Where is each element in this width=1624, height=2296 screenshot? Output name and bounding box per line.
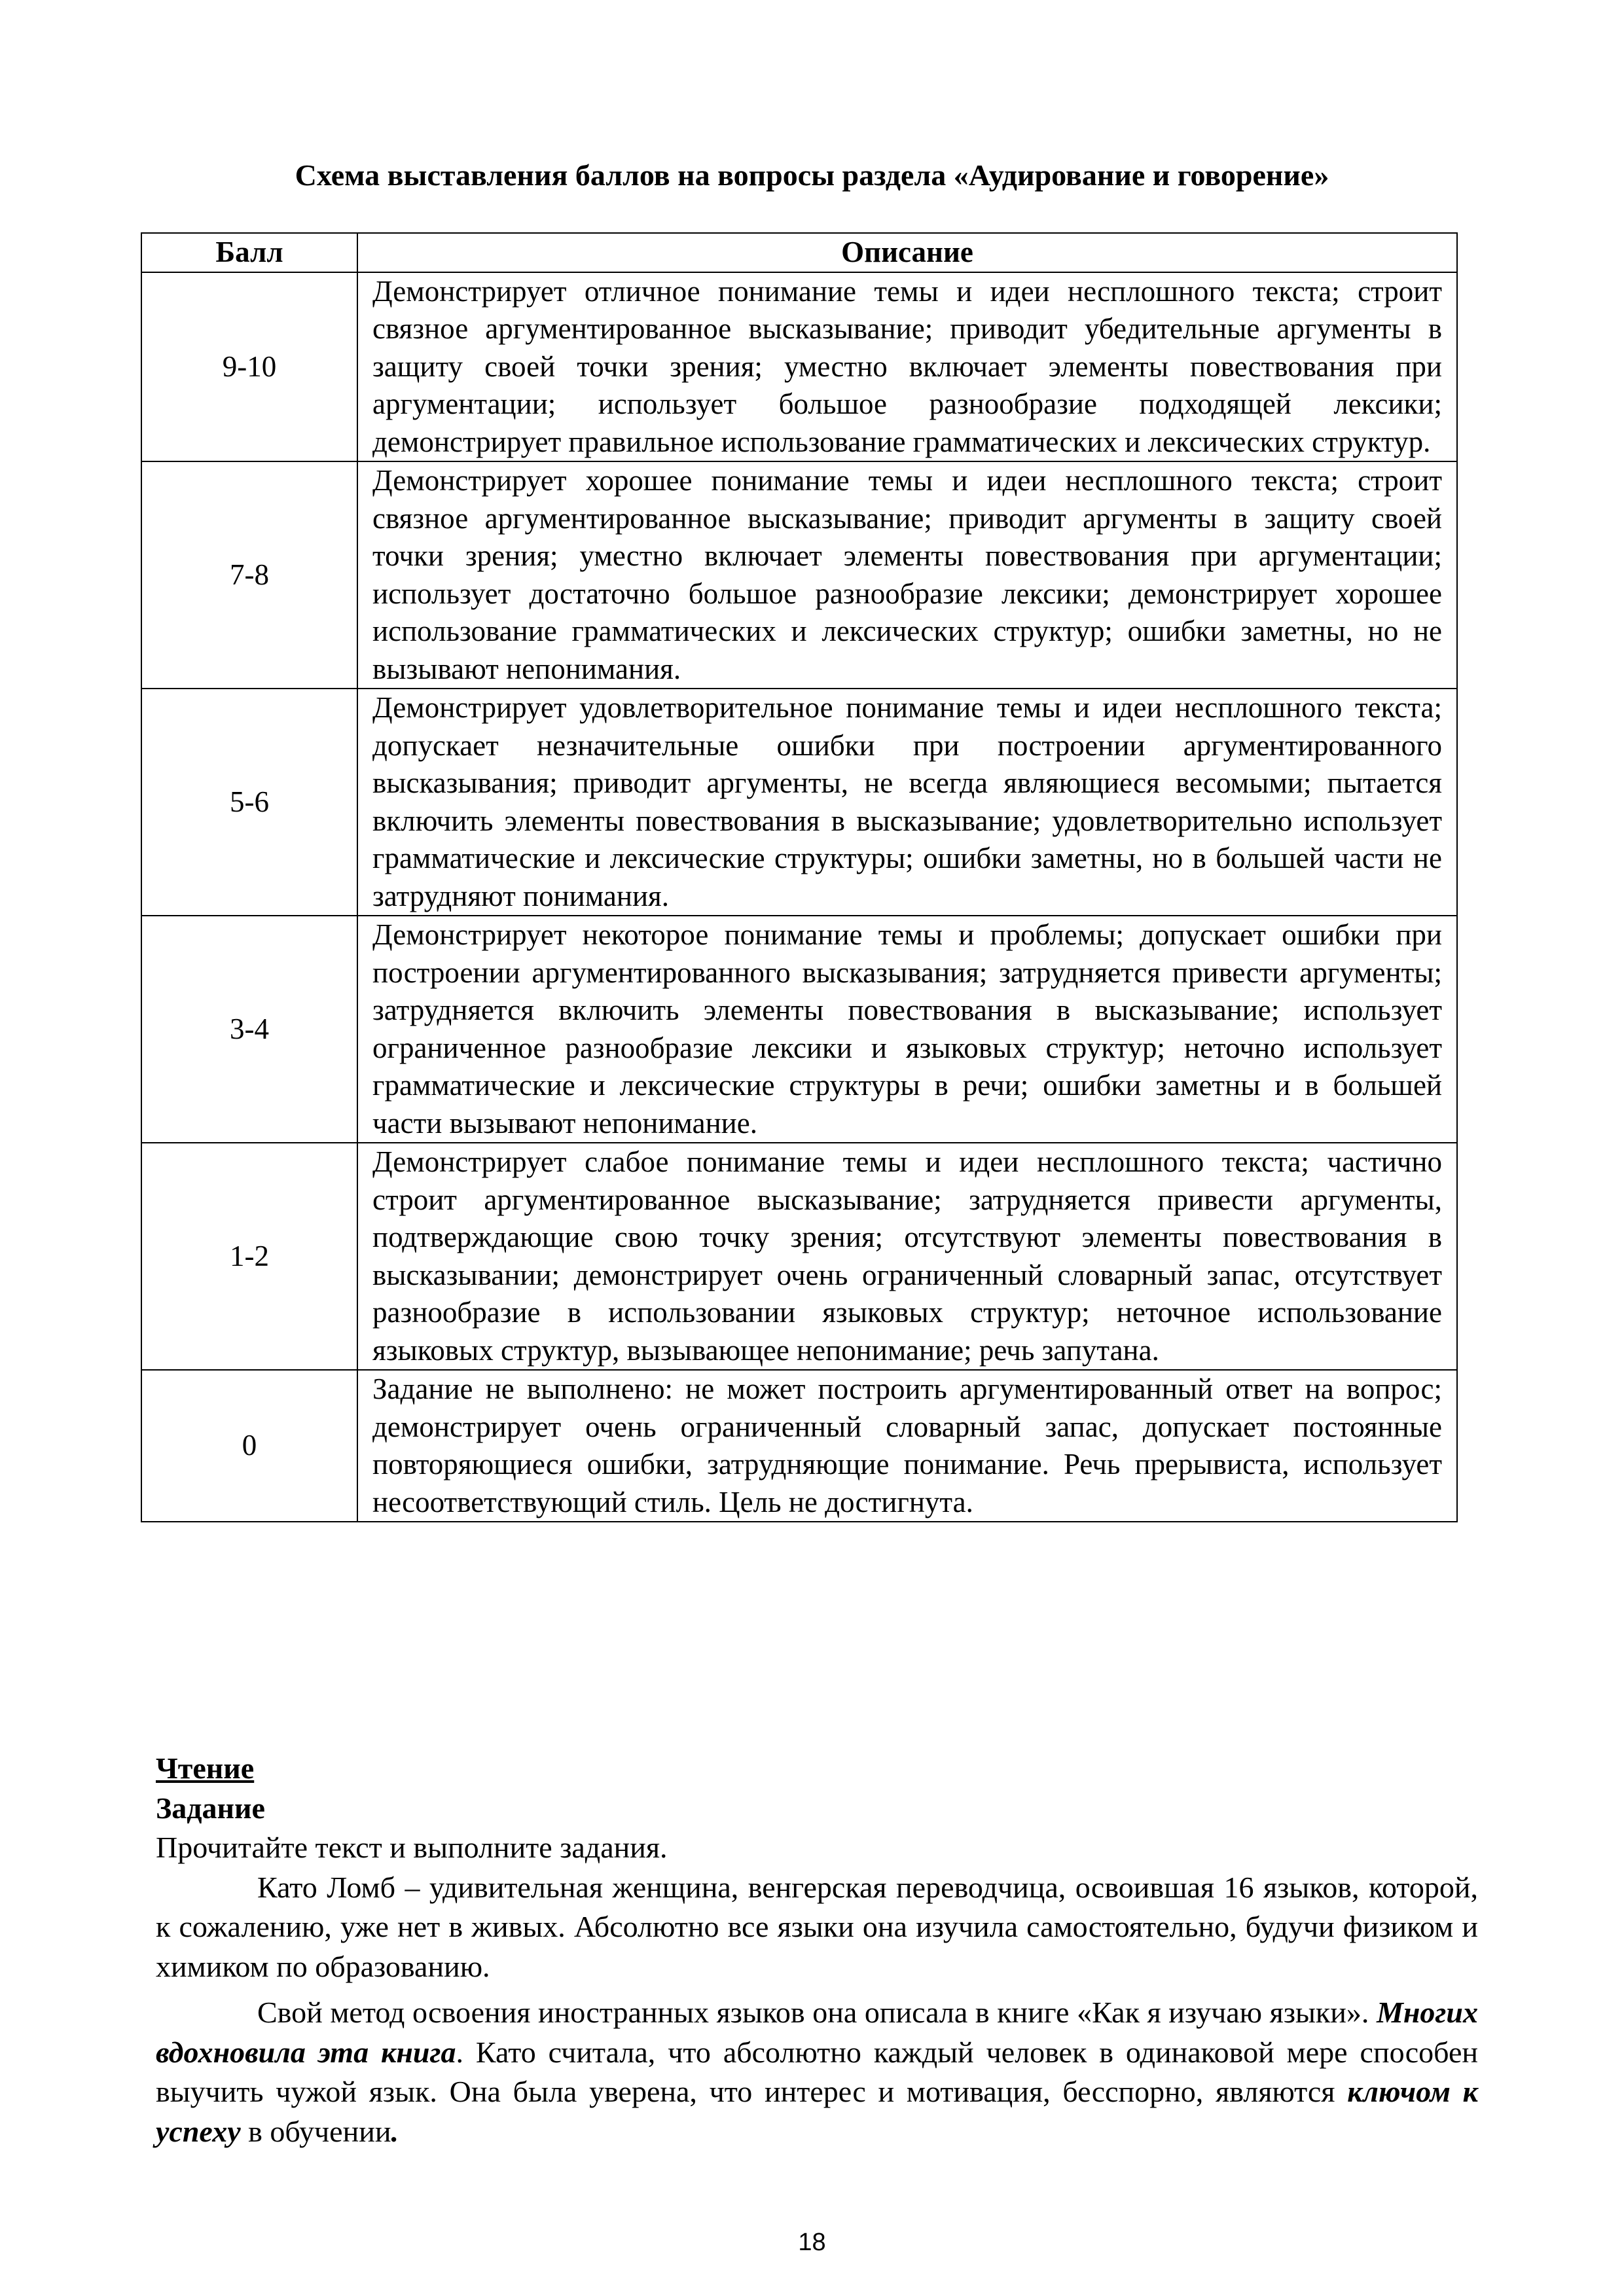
score-cell: 7-8 <box>141 461 357 689</box>
page-number: 18 <box>798 2229 826 2256</box>
page-title: Схема выставления баллов на вопросы раздела «Аудирование и говорение» <box>295 158 1329 192</box>
table-header-row <box>141 233 1457 272</box>
description-cell: Демонстрирует хорошее понимание темы и идеи несплошного текста; строит связное аргументированное высказывание; приводит аргументы в защиту своей точки зрения; уместно включает элементы повествования при аргументации; использует достаточно большое разнообразие лексики; демонстрирует хорошее использование грамматических и лексических структур; ошибки заметны, но не вызывают непонимания. <box>357 461 1457 689</box>
paragraph-2-text: Свой метод освоения иностранных языков она описала в книге «Как я изучаю языки». <box>257 1996 1377 2029</box>
emphasis-inspired: Многих вдохновила эта книга <box>156 1996 1478 2069</box>
score-cell: 9-10 <box>141 272 357 462</box>
table-row <box>141 689 1457 916</box>
instruction-text: Прочитайте текст и выполните задания. <box>156 1831 668 1864</box>
header-score: Балл <box>141 233 357 272</box>
paragraph-2-end: . <box>391 2114 399 2148</box>
emphasis-key-to-success: ключом к успеху <box>156 2075 1478 2148</box>
description-cell: Демонстрирует слабое понимание темы и идеи несплошного текста; частично строит аргументированное высказывание; затрудняется привести аргументы, подтверждающие свою точку зрения; отсутствуют элементы повествования в высказывании; демонстрирует очень ограниченный словарный запас, отсутствует разнообразие в использовании языковых структур; неточное использование языковых структур, вызывающее непонимание; речь запутана. <box>357 1143 1457 1370</box>
scoring-table <box>141 232 1458 1522</box>
table-row <box>141 916 1457 1143</box>
section-heading-reading: Чтение <box>156 1751 255 1785</box>
description-cell: Задание не выполнено: не может построить аргументированный ответ на вопрос; демонстрирует очень ограниченный словарный запас, допускает постоянные повторяющиеся ошибки, затрудняющие понимание. Речь прерывиста, использует несоответствующий стиль. Цель не достигнута. <box>357 1370 1457 1522</box>
score-cell: 3-4 <box>141 916 357 1143</box>
task-heading: Задание <box>156 1791 265 1825</box>
paragraph-1: Като Ломб – удивительная женщина, венгерская переводчица, освоившая 16 языков, которой, к сожалению, уже нет в живых. Абсолютно все языки она изучила самостоятельно, будучи физиком и химиком по образованию. <box>156 1870 1478 1983</box>
score-cell: 5-6 <box>141 689 357 916</box>
table-row <box>141 1143 1457 1370</box>
score-cell: 1-2 <box>141 1143 357 1370</box>
description-cell: Демонстрирует некоторое понимание темы и проблемы; допускает ошибки при построении аргументированного высказывания; затрудняется привести аргументы; затрудняется включить элементы повествования в высказывание; использует ограниченное разнообразие лексики и языковых структур; неточно использует грамматические и лексические структуры в речи; ошибки заметны и в большей части вызывают непонимание. <box>357 916 1457 1143</box>
table-row <box>141 461 1457 689</box>
table-row <box>141 272 1457 462</box>
description-cell: Демонстрирует удовлетворительное понимание темы и идеи несплошного текста; допускает незначительные ошибки при построении аргументированного высказывания; приводит аргументы, не всегда являющиеся весомыми; пытается включить элементы повествования в высказывание; удовлетворительно использует грамматические и лексические структуры; ошибки заметны, но в большей части не затрудняют понимания. <box>357 689 1457 916</box>
paragraph-2-text: . Като считала, что абсолютно каждый человек в одинаковой мере способен выучить чужой язык. Она была уверена, что интерес и мотивация, бесспорно, являются <box>156 2035 1478 2108</box>
header-description: Описание <box>357 233 1457 272</box>
score-cell: 0 <box>141 1370 357 1522</box>
paragraph-2 <box>156 1993 1478 2151</box>
paragraph-2-text: в обучении <box>240 2114 391 2148</box>
table-row <box>141 1370 1457 1522</box>
reading-section <box>156 1749 1478 2151</box>
description-cell: Демонстрирует отличное понимание темы и идеи несплошного текста; строит связное аргументированное высказывание; приводит убедительные аргументы в защиту своей точки зрения; уместно включает элементы повествования при аргументации; использует большое разнообразие подходящей лексики; демонстрирует правильное использование грамматических и лексических структур. <box>357 272 1457 462</box>
